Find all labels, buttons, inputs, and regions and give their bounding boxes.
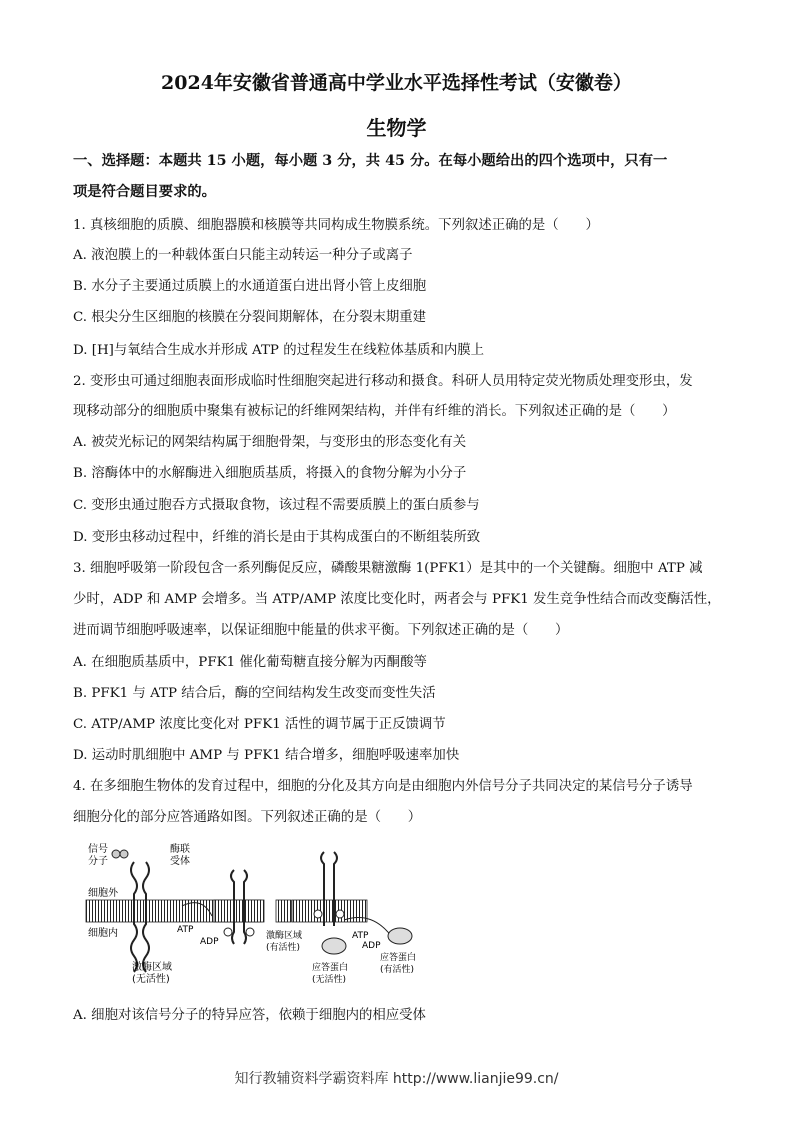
label-inside: 细胞内 (88, 928, 118, 939)
exam-title: 2024年安徽省普通高中学业水平选择性考试（安徽卷） (161, 72, 632, 94)
label-outside: 细胞外 (88, 888, 118, 899)
label-adp-2: ADP (362, 941, 381, 951)
q3-option-a: A. 在细胞质基质中，PFK1 催化葡萄糖直接分解为丙酮酸等 (73, 655, 427, 670)
label-response-active-2: (有活性) (380, 965, 415, 975)
label-kinase-inactive-1: 激酶区域 (132, 962, 172, 973)
phosphate-icon (246, 928, 254, 936)
q4-stem-line-1: 4. 在多细胞生物体的发育过程中，细胞的分化及其方向是由细胞内外信号分子共同决定的某信号分子诱导 (73, 779, 693, 794)
q3-stem-line-2: 少时，ADP 和 AMP 会增多。当 ATP/AMP 浓度比变化时，两者会与 PFK1 发生竞争性结合而改变酶活性， (73, 592, 721, 607)
section-heading-line-2: 项是符合题目要求的。 (73, 184, 216, 200)
label-atp-2: ATP (352, 931, 369, 941)
q2-stem-line-2: 现移动部分的细胞质中聚集有被标记的纤维网架结构，并伴有纤维的消长。下列叙述正确的是（ ） (73, 404, 676, 419)
signal-molecule-icon (112, 850, 128, 858)
q2-option-c: C. 变形虫通过胞吞方式摄取食物，该过程不需要质膜上的蛋白质参与 (73, 498, 480, 513)
label-receptor-1: 酶联 (170, 844, 190, 855)
q3-stem-line-3: 进而调节细胞呼吸速率，以保证细胞中能量的供求平衡。下列叙述正确的是（ ） (73, 623, 569, 638)
label-response-inactive-1: 应答蛋白 (312, 963, 349, 973)
label-atp-1: ATP (177, 925, 194, 935)
label-signal-2: 分子 (88, 856, 108, 867)
label-kinase-active-2: (有活性) (266, 943, 301, 953)
footer-watermark: 知行教辅资料学霸资料库 http://www.lianjie99.cn/ (234, 1071, 559, 1087)
signal-pathway-figure (82, 840, 442, 990)
phosphate-icon (336, 910, 344, 918)
q1-option-b: B. 水分子主要通过质膜上的水通道蛋白进出肾小管上皮细胞 (73, 279, 427, 294)
q1-option-d: D. [H]与氧结合生成水并形成 ATP 的过程发生在线粒体基质和内膜上 (73, 343, 485, 358)
q1-option-c: C. 根尖分生区细胞的核膜在分裂间期解体，在分裂末期重建 (73, 310, 427, 325)
q3-option-c: C. ATP/AMP 浓度比变化对 PFK1 活性的调节属于正反馈调节 (73, 717, 446, 732)
q4-option-a: A. 细胞对该信号分子的特异应答，依赖于细胞内的相应受体 (73, 1008, 426, 1023)
phosphate-icon (314, 910, 322, 918)
label-adp-1: ADP (200, 937, 219, 947)
response-protein-active-icon (388, 928, 412, 944)
phosphate-icon (224, 928, 232, 936)
q4-stem-line-2: 细胞分化的部分应答通路如图。下列叙述正确的是（ ） (73, 810, 422, 825)
label-kinase-active-1: 激酶区域 (266, 931, 303, 941)
label-response-inactive-2: (无活性) (312, 975, 347, 985)
q2-option-d: D. 变形虫移动过程中，纤维的消长是由于其构成蛋白的不断组装所致 (73, 530, 481, 545)
section-heading-line-1: 一、选择题：本题共 15 小题，每小题 3 分，共 45 分。在每小题给出的四个选项中，只有一 (73, 153, 668, 169)
response-protein-inactive-icon (322, 938, 346, 954)
cell-membrane-segment (276, 900, 291, 922)
subject-title: 生物学 (366, 116, 427, 140)
q2-stem-line-1: 2. 变形虫可通过细胞表面形成临时性细胞突起进行移动和摄食。科研人员用特定荧光物质处理变形虫，发 (73, 374, 693, 389)
q2-option-b: B. 溶酶体中的水解酶进入细胞质基质，将摄入的食物分解为小分子 (73, 466, 467, 481)
q2-option-a: A. 被荧光标记的网架结构属于细胞骨架，与变形虫的形态变化有关 (73, 435, 467, 450)
label-kinase-inactive-2: (无活性) (132, 974, 170, 985)
q1-option-a: A. 液泡膜上的一种载体蛋白只能主动转运一种分子或离子 (73, 248, 413, 263)
q1-stem: 1. 真核细胞的质膜、细胞器膜和核膜等共同构成生物膜系统。下列叙述正确的是（ ） (73, 218, 599, 233)
q3-option-d: D. 运动时肌细胞中 AMP 与 PFK1 结合增多，细胞呼吸速率加快 (73, 748, 460, 763)
label-response-active-1: 应答蛋白 (380, 953, 417, 963)
label-receptor-2: 受体 (170, 856, 190, 867)
q3-option-b: B. PFK1 与 ATP 结合后，酶的空间结构发生改变而变性失活 (73, 686, 436, 701)
q3-stem-line-1: 3. 细胞呼吸第一阶段包含一系列酶促反应，磷酸果糖激酶 1(PFK1）是其中的一个关键酶。细胞中 ATP 减 (73, 561, 703, 576)
label-signal-1: 信号 (88, 844, 108, 855)
